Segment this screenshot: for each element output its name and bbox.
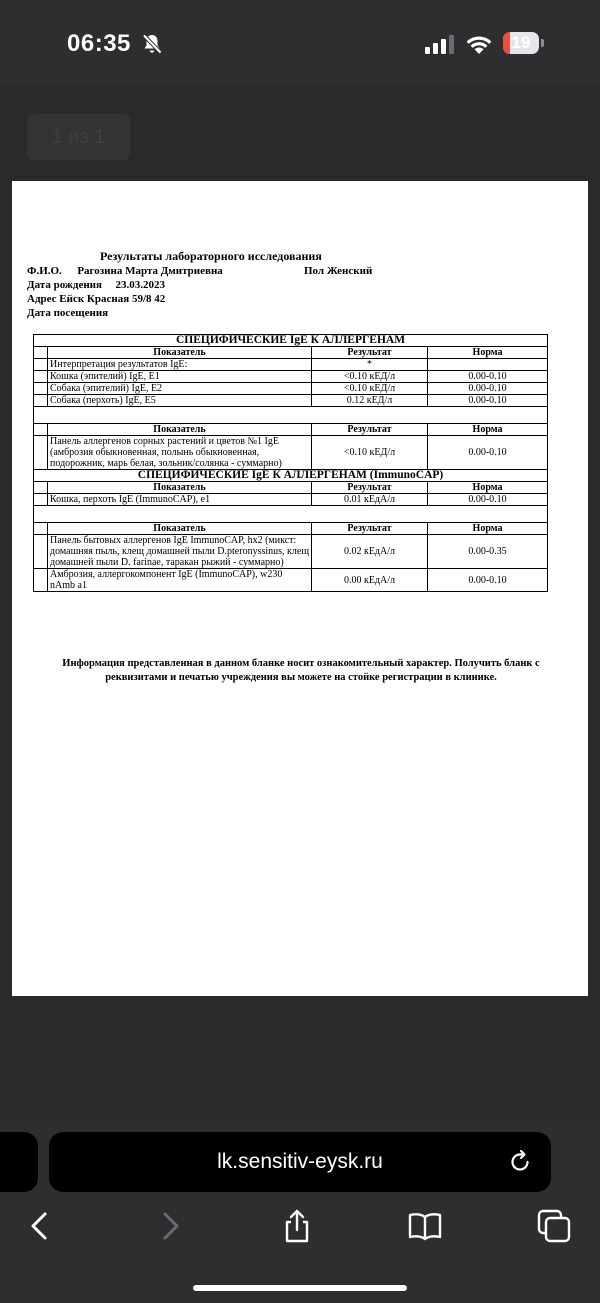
header-spacer-cell — [34, 482, 48, 494]
result-cell: <0.10 кЕД/л — [312, 436, 428, 470]
header-spacer-cell — [34, 523, 48, 535]
share-icon[interactable] — [279, 1208, 315, 1244]
address-row — [27, 293, 165, 305]
dob-value: 23.03.2023 — [115, 279, 165, 291]
address-label: Адрес — [27, 293, 57, 305]
table-header-row — [34, 424, 548, 436]
battery-percent: 19 — [511, 33, 531, 52]
header-norm: Норма — [428, 482, 548, 494]
header-spacer-cell — [34, 424, 48, 436]
reload-icon[interactable] — [507, 1149, 533, 1175]
header-result: Результат — [312, 424, 428, 436]
document-title: Результаты лабораторного исследования — [100, 249, 322, 263]
section-specific-ige-immunocap — [34, 470, 548, 482]
table-gap-row — [34, 506, 548, 523]
table-row — [34, 494, 548, 506]
dob-row — [27, 279, 165, 291]
fio-value: Рагозина Марта Дмитриевна — [77, 265, 223, 277]
indicator-cell: Кошка, перхоть IgE (ImmunoCAP), e1 — [48, 494, 312, 506]
results-table — [33, 334, 548, 592]
row-spacer-cell — [34, 359, 48, 371]
row-spacer-cell — [34, 569, 48, 592]
battery-nub — [541, 39, 544, 47]
result-cell: 0.01 кЕдА/л — [312, 494, 428, 506]
browser-toolbar — [0, 1120, 600, 1303]
home-indicator — [193, 1285, 407, 1291]
bookmarks-icon[interactable] — [407, 1208, 443, 1244]
sex-row — [304, 265, 372, 277]
row-spacer-cell — [34, 436, 48, 470]
battery-icon — [503, 32, 539, 54]
indicator-cell: Кошка (эпителий) IgE, E1 — [48, 371, 312, 383]
table-header-row — [34, 347, 548, 359]
tabs-icon[interactable] — [536, 1208, 572, 1244]
table-row — [34, 569, 548, 592]
table-header-row — [34, 523, 548, 535]
norm-cell: 0.00-0.10 — [428, 436, 548, 470]
norm-cell: 0.00-0.10 — [428, 383, 548, 395]
header-norm: Норма — [428, 347, 548, 359]
previous-tab-pill[interactable] — [0, 1132, 38, 1192]
header-result: Результат — [312, 347, 428, 359]
visit-label: Дата посещения — [27, 307, 109, 319]
section-specific-ige — [34, 335, 548, 347]
gap-cell — [34, 506, 548, 523]
header-indicator: Показатель — [48, 424, 312, 436]
header-indicator: Показатель — [48, 347, 312, 359]
norm-cell: 0.00-0.10 — [428, 494, 548, 506]
section-specific-ige-title: СПЕЦИФИЧЕСКИЕ IgE К АЛЛЕРГЕНАМ — [34, 335, 548, 347]
indicator-cell: Амброзия, аллергокомпонент IgE (ImmunoCAP), w230 nAmb a1 — [48, 569, 312, 592]
norm-cell: 0.00-0.10 — [428, 569, 548, 592]
section-specific-ige-immunocap-title: СПЕЦИФИЧЕСКИЕ IgE К АЛЛЕРГЕНАМ (ImmunoCAP) — [34, 470, 548, 482]
table-row — [34, 436, 548, 470]
table-header-row — [34, 482, 548, 494]
norm-cell: 0.00-0.10 — [428, 371, 548, 383]
result-cell: * — [312, 359, 428, 371]
fio-row — [27, 265, 223, 277]
header-result: Результат — [312, 482, 428, 494]
result-cell: 0.12 кЕД/л — [312, 395, 428, 407]
indicator-cell: Собака (эпителий) IgE, E2 — [48, 383, 312, 395]
battery-level-fill — [503, 32, 510, 54]
fio-label: Ф.И.О. — [27, 265, 62, 277]
result-cell: 0.02 кЕдА/л — [312, 535, 428, 569]
address-value: Ейск Красная 59/8 42 — [59, 293, 166, 305]
back-icon[interactable] — [22, 1208, 58, 1244]
url-text[interactable]: lk.sensitiv-eysk.ru — [217, 1150, 383, 1173]
header-norm: Норма — [428, 523, 548, 535]
indicator-cell: Интерпретация результатов IgE: — [48, 359, 312, 371]
table-row — [34, 395, 548, 407]
pdf-viewer[interactable] — [0, 86, 600, 1120]
status-time: 06:35 — [67, 30, 131, 57]
forward-icon[interactable] — [152, 1208, 188, 1244]
indicator-cell: Панель аллергенов сорных растений и цветов №1 IgE (амброзия обыкновенная, полынь обыкновенная, подорожник, марь белая, зольник/солянка - суммарно) — [48, 436, 312, 470]
row-spacer-cell — [34, 371, 48, 383]
table-row — [34, 371, 548, 383]
address-bar[interactable] — [49, 1132, 551, 1192]
disclaimer-text: Информация представленная в данном бланке носит ознакомительный характер. Получить бланк с реквизитами и печатью учреждения вы можете на стойке регистрации в клинике. — [62, 658, 540, 683]
sex-label: Пол — [304, 265, 325, 277]
table-gap-row — [34, 407, 548, 424]
visit-row — [27, 307, 108, 319]
result-cell: <0.10 кЕД/л — [312, 383, 428, 395]
table-row — [34, 359, 548, 371]
header-indicator: Показатель — [48, 523, 312, 535]
row-spacer-cell — [34, 395, 48, 407]
gap-cell — [34, 407, 548, 424]
result-cell: 0.00 кЕдА/л — [312, 569, 428, 592]
header-spacer-cell — [34, 347, 48, 359]
result-cell: <0.10 кЕД/л — [312, 371, 428, 383]
header-indicator: Показатель — [48, 482, 312, 494]
cellular-signal-icon — [424, 34, 456, 54]
row-spacer-cell — [34, 535, 48, 569]
wifi-icon — [465, 33, 493, 55]
header-result: Результат — [312, 523, 428, 535]
row-spacer-cell — [34, 383, 48, 395]
dob-label: Дата рождения — [27, 279, 102, 291]
document-page — [12, 181, 588, 996]
status-bar — [0, 0, 600, 86]
norm-cell — [428, 359, 548, 371]
norm-cell: 0.00-0.35 — [428, 535, 548, 569]
indicator-cell: Панель бытовых аллергенов IgE ImmunoCAP, hx2 (микст: домашняя пыль, клещ домашней пыли D.pteronyssinus, клещ домашней пыли D. farinae, таракан рыжий - суммарно) — [48, 535, 312, 569]
table-row — [34, 535, 548, 569]
table-row — [34, 383, 548, 395]
norm-cell: 0.00-0.10 — [428, 395, 548, 407]
header-norm: Норма — [428, 424, 548, 436]
sex-value: Женский — [326, 265, 373, 277]
indicator-cell: Собака (перхоть) IgE, E5 — [48, 395, 312, 407]
row-spacer-cell — [34, 494, 48, 506]
page-counter: 1 из 1 — [27, 114, 130, 160]
bell-off-icon — [141, 33, 163, 55]
